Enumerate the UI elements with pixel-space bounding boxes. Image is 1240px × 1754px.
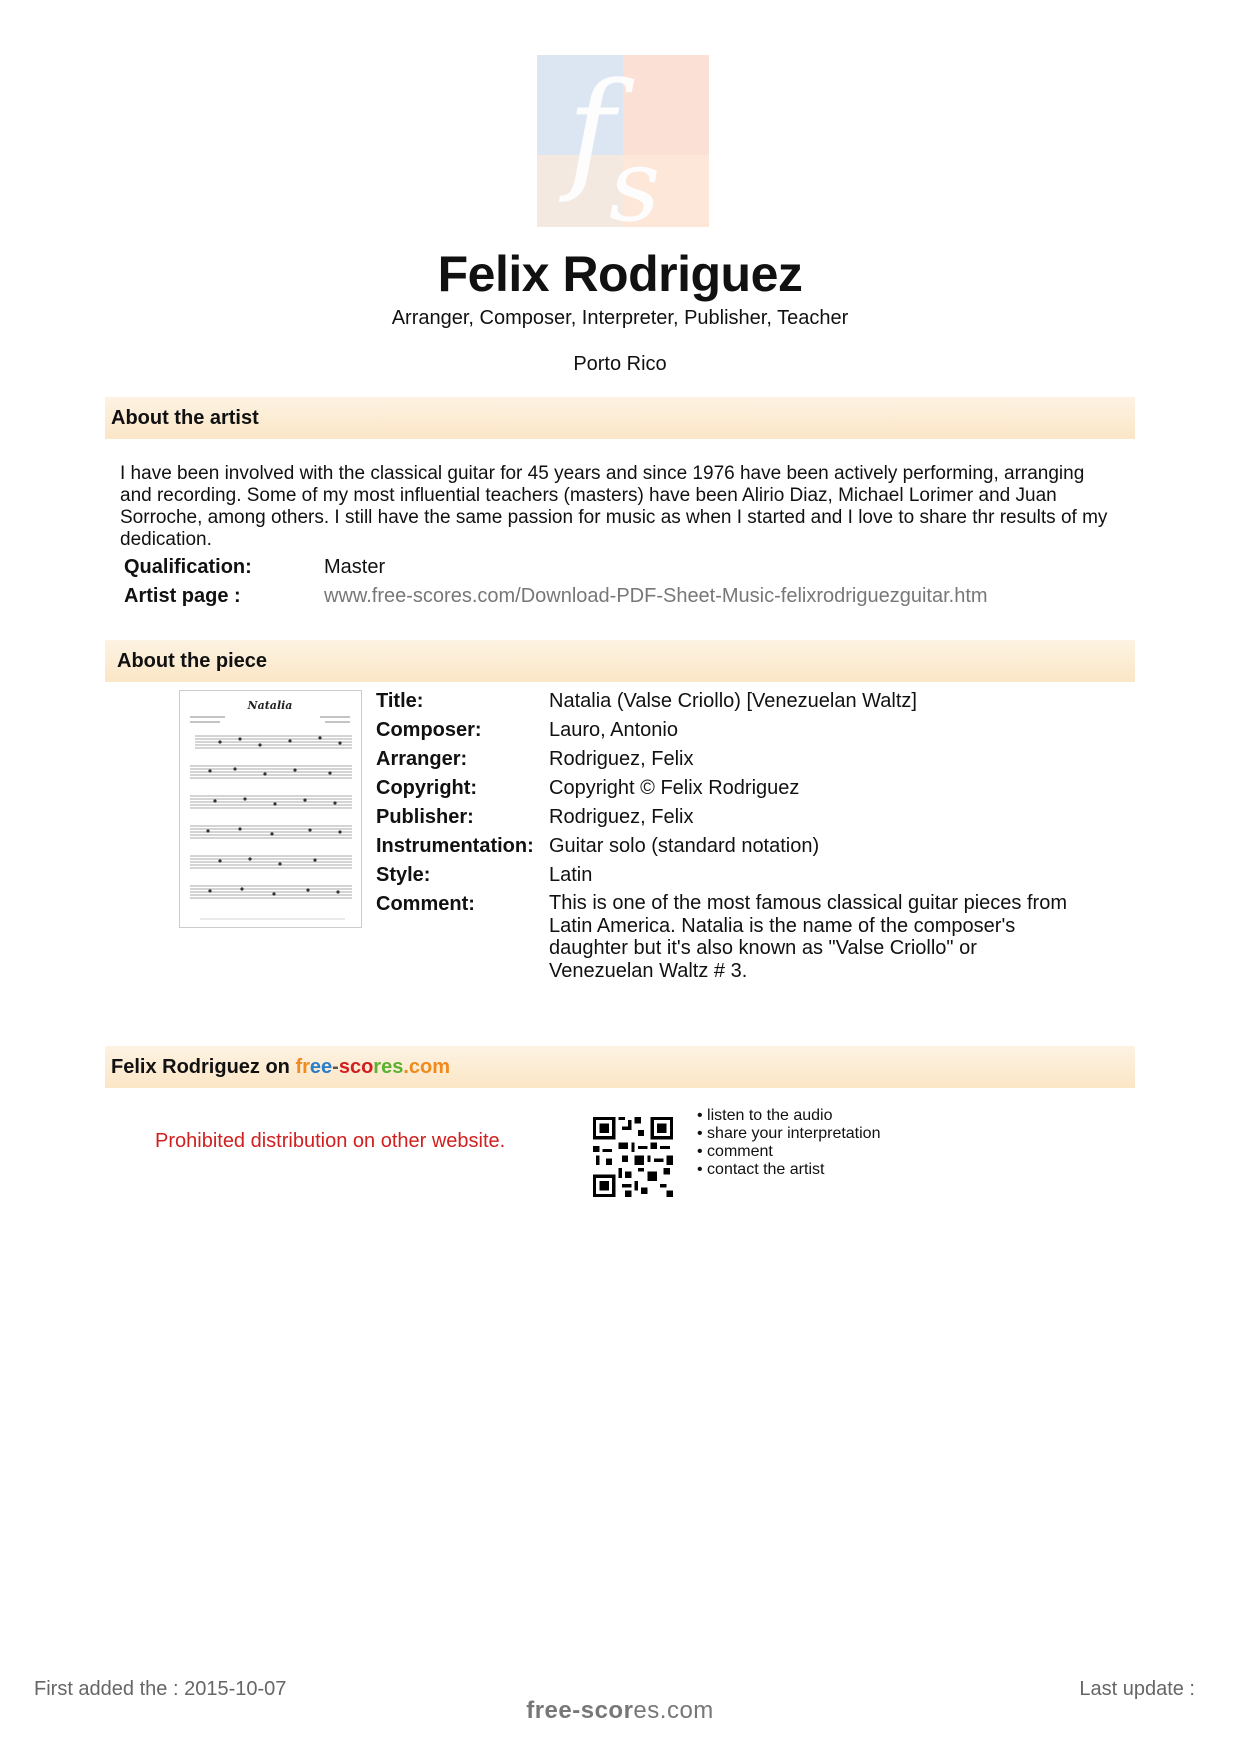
- svg-text:s: s: [609, 127, 661, 227]
- site-part: .com: [403, 1056, 451, 1078]
- site-part: sco: [338, 1056, 374, 1078]
- site-part: -: [332, 1056, 339, 1078]
- piece-label: Title:: [376, 690, 424, 712]
- piece-value: Natalia (Valse Criollo) [Venezuelan Waltz]: [549, 690, 917, 712]
- artist-roles: Arranger, Composer, Interpreter, Publisher, Teacher: [391, 307, 849, 329]
- piece-label: Copyright:: [376, 777, 478, 799]
- piece-value: Lauro, Antonio: [549, 719, 678, 741]
- qualification-value: Master: [324, 556, 386, 578]
- artist-name: Felix Rodriguez: [437, 246, 803, 302]
- piece-value: Latin: [549, 864, 593, 886]
- piece-row-title: [376, 690, 1076, 719]
- piece-label: Comment:: [376, 893, 475, 915]
- svg-text:f: f: [567, 55, 616, 206]
- feature-item: • contact the artist: [697, 1161, 880, 1179]
- piece-row-instrumentation: [376, 835, 1076, 864]
- thumbnail-title: Natalia: [247, 699, 293, 712]
- qualification-label: Qualification:: [124, 556, 252, 578]
- last-update-date: Last update :: [1079, 1678, 1195, 1700]
- piece-label: Instrumentation:: [376, 835, 534, 857]
- free-scores-logo-icon: [537, 55, 709, 227]
- piece-value: Guitar solo (standard notation): [549, 835, 820, 857]
- on-site-heading: [105, 1046, 1135, 1088]
- piece-label: Arranger:: [376, 748, 468, 770]
- on-site-heading-prefix: Felix Rodriguez on: [111, 1056, 296, 1078]
- artist-page-link[interactable]: www.free-scores.com/Download-PDF-Sheet-Music-felixrodriguezguitar.htm: [324, 585, 988, 607]
- piece-row-copyright: [376, 777, 1076, 806]
- site-part: ee: [309, 1056, 333, 1078]
- piece-label: Publisher:: [376, 806, 474, 828]
- piece-comment: This is one of the most famous classical guitar pieces from Latin America. Natalia is the name of the composer's daughter but it's also known as "Valse Criollo" or Venezuelan Waltz # 3.: [549, 892, 1067, 982]
- piece-row-publisher: [376, 806, 1076, 835]
- qr-code-icon[interactable]: [593, 1117, 673, 1197]
- footer-site-logo: [0, 1697, 1240, 1725]
- piece-row-style: [376, 864, 1076, 893]
- score-thumbnail[interactable]: [179, 690, 362, 928]
- feature-item: • share your interpretation: [697, 1125, 880, 1143]
- footer-logo-part: free-scor: [526, 1697, 634, 1724]
- site-part: res: [373, 1056, 404, 1078]
- site-features-list: [697, 1107, 880, 1179]
- site-part: fr: [295, 1056, 310, 1078]
- first-added-date: First added the : 2015-10-07: [34, 1678, 287, 1700]
- piece-row-composer: [376, 719, 1076, 748]
- footer-logo-part: .com: [659, 1697, 714, 1724]
- feature-item: • comment: [697, 1143, 880, 1161]
- about-piece-heading: About the piece: [105, 640, 1135, 682]
- artist-page-label: Artist page :: [124, 585, 241, 607]
- piece-value: Rodriguez, Felix: [549, 806, 694, 828]
- piece-label: Style:: [376, 864, 431, 886]
- about-artist-heading: About the artist: [105, 397, 1135, 439]
- piece-value: Rodriguez, Felix: [549, 748, 694, 770]
- piece-details: [376, 690, 1076, 922]
- piece-row-arranger: [376, 748, 1076, 777]
- site-name-link[interactable]: [295, 1056, 450, 1078]
- piece-value: Copyright © Felix Rodriguez: [549, 777, 800, 799]
- piece-label: Composer:: [376, 719, 482, 741]
- prohibited-notice: Prohibited distribution on other website.: [155, 1130, 506, 1152]
- artist-country: Porto Rico: [573, 353, 667, 375]
- artist-bio: I have been involved with the classical guitar for 45 years and since 1976 have been actively performing, arranging and recording. Some of my most influential teachers (masters) have been Alirio Diaz, Michael Lorimer and Juan Sorroche, among others. I still have the same passion for music as when I started and I love to share thr results of my dedication.: [120, 463, 1108, 550]
- footer-logo-part: es: [633, 1697, 660, 1724]
- feature-item: • listen to the audio: [697, 1107, 880, 1125]
